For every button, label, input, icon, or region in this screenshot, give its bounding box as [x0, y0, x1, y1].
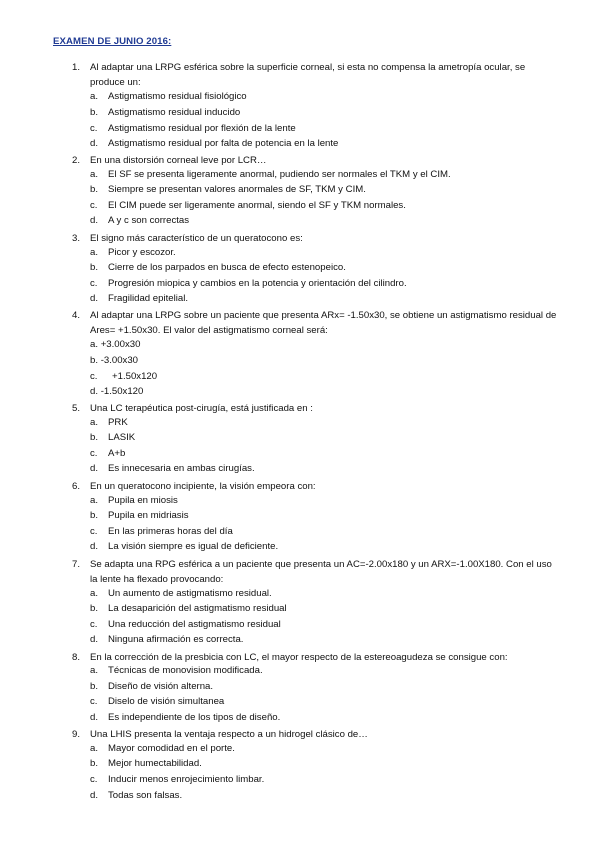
- option-letter: a.: [90, 247, 99, 258]
- option-text: La visión siempre es igual de deficiente.: [108, 541, 279, 552]
- option-text: Es innecesaria en ambas cirugías.: [108, 463, 255, 474]
- question-number: 3.: [72, 233, 81, 244]
- option-letter: a.: [90, 169, 99, 180]
- option-letter: b.: [90, 510, 99, 521]
- option-text: Técnicas de monovision modificada.: [108, 665, 263, 676]
- exam-title: EXAMEN DE JUNIO 2016:: [53, 36, 172, 47]
- option-letter: d.: [90, 138, 99, 149]
- question-text: Al adaptar una LRPG sobre un paciente que presenta ARx= -1.50x30, se obtiene un astigmatismo residual de Ares= +1.50x30. El valor del astigmatismo corneal será:: [90, 310, 557, 337]
- option-letter: a.: [90, 417, 99, 428]
- question-number: 6.: [72, 481, 81, 492]
- question-number: 2.: [72, 155, 81, 166]
- option-text: El SF se presenta ligeramente anormal, pudiendo ser normales el TKM y el CIM.: [108, 169, 451, 180]
- option-text: Siempre se presentan valores anormales de SF, TKM y CIM.: [108, 184, 366, 195]
- option-text: Picor y escozor.: [108, 247, 176, 258]
- option-text: Todas son falsas.: [108, 790, 183, 801]
- option-text: Pupila en midriasis: [108, 510, 189, 521]
- option-text: Progresión miopica y cambios en la potencia y orientación del cilindro.: [108, 278, 407, 289]
- option-letter: b.: [90, 603, 99, 614]
- option-letter: a.: [90, 743, 99, 754]
- option-text: +1.50x120: [112, 371, 158, 382]
- option-letter: c.: [90, 123, 98, 134]
- option-text: Cierre de los parpados en busca de efecto estenopeico.: [108, 262, 346, 273]
- question-number: 9.: [72, 729, 81, 740]
- option-letter: d.: [90, 463, 99, 474]
- option-letter: d.: [90, 634, 99, 645]
- option-text: Pupila en miosis: [108, 495, 178, 506]
- option-letter: b.: [90, 262, 99, 273]
- option-letter: d.: [90, 712, 99, 723]
- question-text: Una LHIS presenta la ventaja respecto a un hidrogel clásico de…: [90, 729, 368, 740]
- option-letter: a.: [90, 339, 99, 350]
- option-letter: b.: [90, 681, 99, 692]
- option-item: [90, 386, 143, 398]
- option-letter: b.: [90, 758, 99, 769]
- option-text: Mejor humectabilidad.: [108, 758, 202, 769]
- option-letter: b.: [90, 355, 99, 366]
- option-letter: c.: [90, 371, 98, 382]
- option-text: Inducir menos enrojecimiento limbar.: [108, 774, 265, 785]
- option-text: Astigmatismo residual inducido: [108, 107, 241, 118]
- option-text: A+b: [108, 448, 126, 459]
- option-text: Astigmatismo residual por falta de potencia en la lente: [108, 138, 339, 149]
- option-letter: c.: [90, 526, 98, 537]
- option-letter: c.: [90, 774, 98, 785]
- question-number: 7.: [72, 559, 81, 570]
- question-number: 1.: [72, 62, 81, 73]
- option-letter: d.: [90, 215, 99, 226]
- option-text: Astigmatismo residual por flexión de la lente: [108, 123, 296, 134]
- question-text: El signo más característico de un queratocono es:: [90, 233, 303, 244]
- option-text: La desaparición del astigmatismo residual: [108, 603, 287, 614]
- option-text: Diselo de visión simultanea: [108, 696, 225, 707]
- option-text: En las primeras horas del día: [108, 526, 233, 537]
- option-letter: c.: [90, 448, 98, 459]
- question-text: En una distorsión corneal leve por LCR…: [90, 155, 267, 166]
- option-letter: a.: [90, 665, 99, 676]
- option-letter: d.: [90, 386, 99, 397]
- option-letter: a.: [90, 91, 99, 102]
- question-text: Al adaptar una LRPG esférica sobre la superficie corneal, si esta no compensa la ametropía ocular, se produce un:: [90, 62, 526, 89]
- question-text: Se adapta una RPG esférica a un paciente que presenta un AC=-2.00x180 y un ARX=-1.00X180. Con el uso la lente ha flexado provocando:: [90, 559, 552, 586]
- question-number: 8.: [72, 652, 81, 663]
- option-text: Un aumento de astigmatismo residual.: [108, 588, 272, 599]
- option-letter: a.: [90, 588, 99, 599]
- option-text: -3.00x30: [100, 355, 139, 366]
- option-text: Diseño de visión alterna.: [108, 681, 214, 692]
- option-text: +3.00x30: [100, 339, 141, 350]
- question-number: 4.: [72, 310, 81, 321]
- option-letter: d.: [90, 293, 99, 304]
- option-text: LASIK: [108, 432, 136, 443]
- option-letter: c.: [90, 200, 98, 211]
- question-text: En un queratocono incipiente, la visión empeora con:: [90, 481, 316, 492]
- question-text: Una LC terapéutica post-cirugía, está justificada en :: [90, 403, 313, 414]
- option-item: [90, 339, 140, 351]
- question-number: 5.: [72, 403, 81, 414]
- option-letter: d.: [90, 790, 99, 801]
- option-text: Astigmatismo residual fisiológico: [108, 91, 247, 102]
- option-letter: b.: [90, 432, 99, 443]
- option-text: Fragilidad epitelial.: [108, 293, 188, 304]
- option-letter: b.: [90, 184, 99, 195]
- option-letter: c.: [90, 619, 98, 630]
- option-text: El CIM puede ser ligeramente anormal, siendo el SF y TKM normales.: [108, 200, 406, 211]
- option-text: A y c son correctas: [108, 215, 190, 226]
- option-item: [90, 355, 138, 367]
- option-letter: c.: [90, 696, 98, 707]
- option-text: Es independiente de los tipos de diseño.: [108, 712, 281, 723]
- option-text: PRK: [108, 417, 128, 428]
- option-letter: d.: [90, 541, 99, 552]
- option-text: Ninguna afirmación es correcta.: [108, 634, 244, 645]
- option-text: -1.50x120: [100, 386, 144, 397]
- option-text: Una reducción del astigmatismo residual: [108, 619, 281, 630]
- option-text: Mayor comodidad en el porte.: [108, 743, 235, 754]
- option-letter: a.: [90, 495, 99, 506]
- option-letter: b.: [90, 107, 99, 118]
- option-letter: c.: [90, 278, 98, 289]
- question-text: En la corrección de la presbicia con LC, el mayor respecto de la estereoagudeza se consigue con:: [90, 652, 508, 663]
